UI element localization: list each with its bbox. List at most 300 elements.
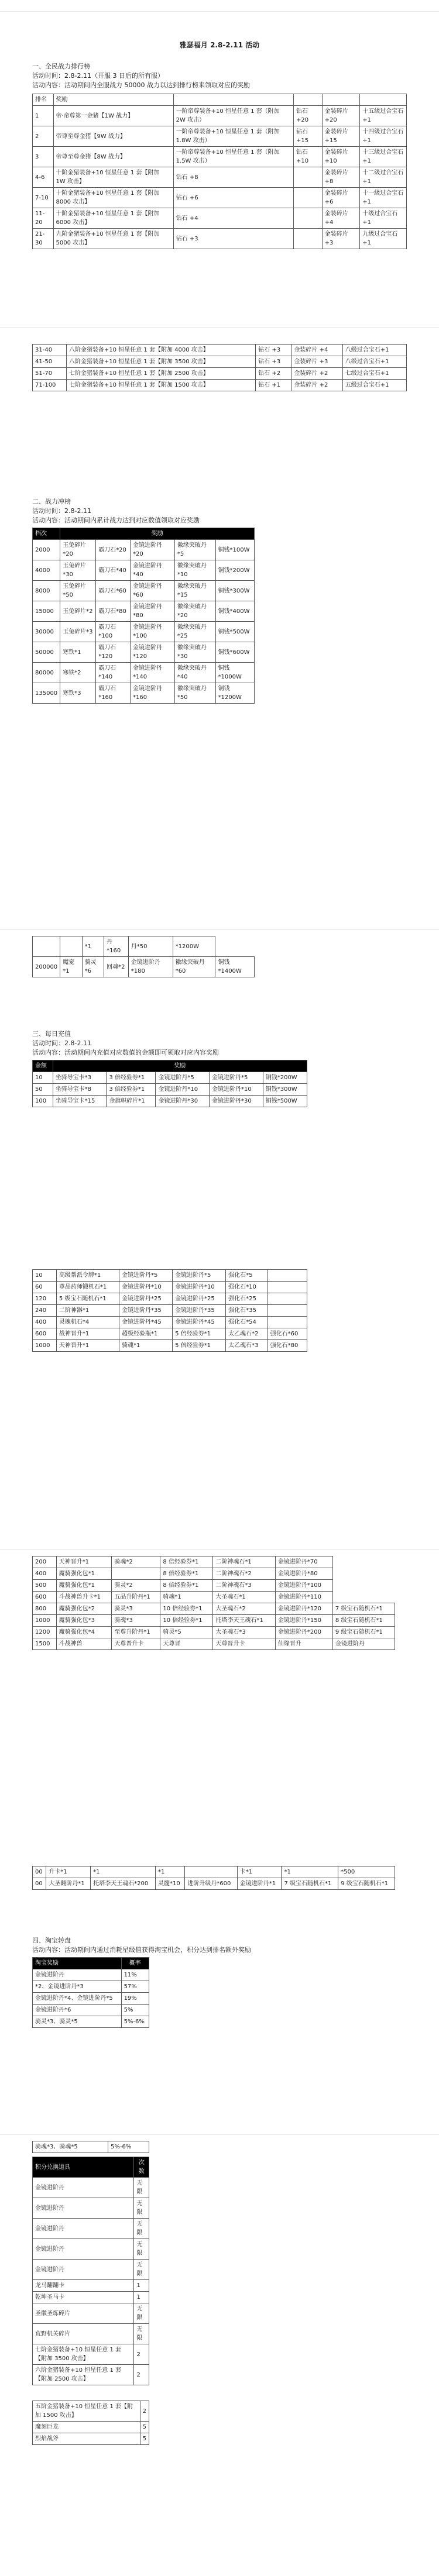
table-row — [33, 1305, 307, 1317]
table-cell: 金镜进阶丹 — [33, 2239, 134, 2260]
table-header-cell: 金额 — [33, 1060, 53, 1072]
table-cell: 龙马翻翻卡 — [33, 2280, 134, 2292]
table-cell: 9 级宝石随机石*1 — [338, 1878, 395, 1890]
table-cell: 六阶金猪装备+10 恒星任意 1 套【附加 2500 攻击】 — [33, 2365, 134, 2385]
table-cell: 徽缘突破丹*25 — [174, 622, 215, 642]
recharge-table-4 — [32, 1866, 395, 1890]
points-exchange-table-cont — [32, 2401, 149, 2445]
table-cell: 徽缘突破丹*50 — [174, 683, 215, 704]
table-row — [33, 106, 407, 126]
table-cell: 1 — [134, 2280, 149, 2292]
table-cell: 超级经验瓶*1 — [119, 1328, 173, 1340]
wheel-reward-table — [32, 1957, 149, 2028]
table-cell: 3 — [33, 147, 54, 167]
table-cell: 强化石*5 — [226, 1270, 268, 1282]
table-cell: 魔骑强化包*4 — [56, 1627, 112, 1638]
table-cell: 金镜进阶丹*10 — [156, 1084, 210, 1096]
table-cell: 金镜进阶丹 — [33, 2198, 134, 2219]
table-row — [33, 1317, 307, 1328]
table-row — [33, 1340, 307, 1352]
table-row — [33, 368, 407, 380]
table-cell: 金镜进阶丹*10 — [173, 1282, 226, 1293]
table-cell: 霸刀石*20 — [96, 540, 131, 560]
table-cell: 十五级过合宝石+1 — [360, 106, 407, 126]
table-cell: 升卡*1 — [46, 1866, 91, 1878]
table-cell: 金镜进阶丹*110 — [275, 1592, 332, 1603]
table-cell — [294, 208, 323, 229]
table-row — [33, 1328, 307, 1340]
table-cell: 00 — [33, 1878, 46, 1890]
table-cell: 5 — [140, 2422, 149, 2433]
table-cell: 600 — [33, 1328, 57, 1340]
table-cell: 金镜进阶丹*5 — [173, 1270, 226, 1282]
table-row — [33, 356, 407, 368]
table-cell: 玉兔碎片*20 — [60, 540, 96, 560]
document-page-5 — [0, 2135, 439, 2576]
table-cell: 金镜进阶丹*45 — [173, 1317, 226, 1328]
table-row — [33, 208, 407, 229]
table-row — [33, 2344, 149, 2365]
table-cell: 金镜进阶丹 — [33, 1969, 122, 1981]
table-cell: 强化石*80 — [267, 1340, 307, 1352]
table-cell: 金装碎片 +4 — [291, 345, 342, 356]
table-row — [33, 540, 255, 560]
table-cell: *1 — [282, 1866, 338, 1878]
table-cell: 十阶金猪装备+10 恒星任意 1 套【附加 1W 攻击】 — [53, 167, 173, 188]
table-cell: 一阶帝尊装备+10 恒星任意 1 套（附加 1.5W 攻击） — [173, 147, 293, 167]
table-cell: 五阶金猪装备+10 恒星任意 1 套【附加 1500 攻击】 — [33, 2401, 140, 2422]
table-cell: 金镜进阶丹*35 — [173, 1305, 226, 1317]
table-cell: 80000 — [33, 663, 60, 683]
table-cell: 5%-6% — [108, 2141, 149, 2153]
table-cell: 金镜进阶丹*100 — [130, 622, 174, 642]
table-cell: 金镜进阶丹*5 — [210, 1072, 263, 1084]
table-cell: 135000 — [33, 683, 60, 704]
table-row — [33, 126, 407, 147]
table-cell: 5 倍经验券*1 — [173, 1340, 226, 1352]
table-cell: 徽缘突破丹*10 — [174, 560, 215, 581]
table-cell: 大圣魂石*3 — [213, 1627, 276, 1638]
table-cell: 30000 — [33, 622, 60, 642]
table-cell: 400 — [33, 1317, 57, 1328]
table-cell: 金镜进阶丹*5 — [119, 1270, 173, 1282]
table-header-cell — [294, 94, 323, 106]
table-header-cell: 奖励 — [60, 528, 255, 540]
table-cell: 10 倍经验券*1 — [160, 1603, 213, 1615]
document-page-2 — [0, 328, 439, 930]
table-cell: 金装碎片 +3 — [322, 229, 360, 249]
table-cell: 2 — [140, 2401, 149, 2422]
table-cell: 50000 — [33, 642, 60, 663]
table-cell: 钻石 +3 — [256, 356, 291, 368]
table-cell: 7 级宝石随机石*1 — [332, 1603, 395, 1615]
table-cell: 金镜进阶丹*70 — [275, 1556, 332, 1568]
section-power-rush — [32, 497, 407, 704]
table-header-cell: 排名 — [33, 94, 54, 106]
section-title: 一、全民战力排行榜 — [32, 63, 90, 70]
table-cell: 无限 — [134, 2198, 149, 2219]
table-cell: 120 — [33, 1293, 57, 1305]
table-row — [33, 2280, 149, 2292]
table-cell: 尊品药师锻机石*1 — [56, 1282, 119, 1293]
table-cell: 斗战神兽 — [56, 1638, 112, 1650]
table-cell: 200000 — [33, 957, 60, 977]
table-row — [33, 1096, 307, 1107]
table-cell: 金镜进阶丹*5 — [156, 1072, 210, 1084]
table-cell: 金镜进阶丹*4、金镜进阶丹*5 — [33, 1993, 122, 2005]
table-cell: 1000 — [33, 1615, 57, 1627]
table-cell: 金装碎片 +3 — [291, 356, 342, 368]
table-cell: 五品升阶丹*1 — [112, 1592, 160, 1603]
table-cell: 天尊晋 — [160, 1638, 213, 1650]
table-cell: 5 — [140, 2433, 149, 2445]
table-cell: 铜钱*300W — [215, 581, 255, 601]
table-cell: 霸刀石*100 — [96, 622, 131, 642]
table-cell: 00 — [33, 1866, 46, 1878]
table-cell: 金镜进阶丹*80 — [130, 601, 174, 622]
table-cell: 帝·帝尊第一金猪【1W 战力】 — [53, 106, 173, 126]
table-cell: 骑灵*2 — [112, 1580, 160, 1592]
table-cell: 金镜进阶丹 — [33, 2260, 134, 2280]
table-cell: 徽缘突破丹*15 — [174, 581, 215, 601]
table-cell: *1 — [82, 936, 104, 957]
table-cell: 铜钱*200W — [215, 560, 255, 581]
table-cell: 坐骑导宝卡*8 — [53, 1084, 107, 1096]
table-cell: 仙缘晋升 — [275, 1638, 332, 1650]
table-cell: 7-10 — [33, 188, 54, 208]
table-cell: 金镜进阶丹*30 — [210, 1096, 263, 1107]
table-cell: 铜钱*600W — [215, 642, 255, 663]
table-cell: 太乙魂石*2 — [226, 1328, 268, 1340]
table-cell — [267, 1282, 307, 1293]
table-cell: 太乙魂石*3 — [226, 1340, 268, 1352]
daily-recharge-table — [32, 1060, 307, 1107]
table-cell: 托塔李天王魂石*200 — [91, 1878, 156, 1890]
table-cell: 寒铁*3 — [60, 683, 96, 704]
table-cell — [267, 1317, 307, 1328]
table-cell: 荒野机关碎片 — [33, 2324, 134, 2344]
table-cell: 1000 — [33, 1340, 57, 1352]
table-cell: 11-20 — [33, 208, 54, 229]
table-cell: 七级过合宝石+1 — [342, 368, 406, 380]
table-cell: 铜钱*100W — [215, 540, 255, 560]
document-page-3 — [0, 930, 439, 1550]
table-cell: 400 — [33, 1568, 57, 1580]
table-cell: 骑魂*1 — [160, 1592, 213, 1603]
table-cell: 60 — [33, 1282, 57, 1293]
table-cell: 强化石*10 — [226, 1282, 268, 1293]
wheel-reward-table-cont — [32, 2141, 149, 2153]
table-cell: 600 — [33, 1592, 57, 1603]
table-row — [33, 683, 255, 704]
table-cell: 大圣魂石*1 — [213, 1592, 276, 1603]
table-cell: 天神晋升*1 — [56, 1340, 119, 1352]
table-cell: 8 倍经验券*1 — [160, 1556, 213, 1568]
table-header-row — [33, 1958, 149, 1969]
ranking-table — [32, 94, 407, 249]
recharge-table-2 — [32, 1269, 307, 1352]
table-cell — [294, 188, 323, 208]
table-cell: 徽缘突破丹*30 — [174, 642, 215, 663]
table-row — [33, 1084, 307, 1096]
section-title: 三、每日充值 — [32, 1030, 71, 1038]
table-cell: 魔骑强化包*1 — [56, 1580, 112, 1592]
table-cell: 9 级宝石随机石*1 — [332, 1627, 395, 1638]
doc-title: 雅瑟福月 2.8-2.11 活动 — [179, 41, 260, 49]
table-cell: 金装碎片 +4 — [322, 208, 360, 229]
table-row — [33, 1638, 395, 1650]
table-header-cell — [173, 94, 293, 106]
table-cell: 铜钱*500W — [215, 622, 255, 642]
table-cell: 8 倍经验券*1 — [160, 1568, 213, 1580]
table-cell: 天尊晋升卡 — [213, 1638, 276, 1650]
table-cell: 灵魄机石*4 — [56, 1317, 119, 1328]
table-cell — [60, 936, 82, 957]
table-cell: 丹*50 — [128, 936, 173, 957]
table-cell — [185, 1866, 237, 1878]
table-cell: 11% — [121, 1969, 149, 1981]
table-cell: 天神晋升*1 — [56, 1556, 112, 1568]
table-row — [33, 1072, 307, 1084]
table-cell: 五级过合宝石+1 — [342, 380, 406, 391]
table-cell: 31-40 — [33, 345, 67, 356]
table-row — [33, 642, 255, 663]
table-cell: 无限 — [134, 2324, 149, 2344]
table-row — [33, 2198, 149, 2219]
table-row — [33, 2303, 149, 2324]
table-cell: 19% — [121, 1993, 149, 2005]
table-cell: 寒铁*1 — [60, 642, 96, 663]
table-cell: 徽缘突破丹*20 — [174, 601, 215, 622]
table-cell: 10 — [33, 1270, 57, 1282]
table-cell: 十阶金猪装备+10 恒星任意 1 套【附加 6000 攻击】 — [53, 208, 173, 229]
table-cell: 骑灵*3、骑灵*5 — [33, 2016, 122, 2028]
table-cell: 1 — [134, 2292, 149, 2303]
table-cell — [112, 1568, 160, 1580]
table-row — [33, 622, 255, 642]
table-cell: 4-6 — [33, 167, 54, 188]
table-cell: 战神晋升*1 — [56, 1328, 119, 1340]
table-cell: 铜钱*300W — [263, 1084, 307, 1096]
table-cell: 钻石 +6 — [173, 188, 293, 208]
table-row — [33, 560, 255, 581]
section-time: 活动时间：2.8-2.11（开服 3 日后的所有服） — [32, 72, 164, 80]
recharge-table-3 — [32, 1556, 395, 1650]
table-cell: 骑魂*3、骑魂*5 — [33, 2141, 108, 2153]
table-cell: 200 — [33, 1556, 57, 1568]
table-cell: 无限 — [134, 2178, 149, 2198]
table-cell: 玉兔碎片*3 — [60, 622, 96, 642]
table-cell: 金镜进阶丹*180 — [128, 957, 173, 977]
table-cell: 托塔李天王魂石*1 — [213, 1615, 276, 1627]
table-cell: 大圣翻阶丹*1 — [46, 1878, 91, 1890]
table-cell: 八阶金猪装备+10 恒星任意 1 套【附加 4000 攻击】 — [66, 345, 255, 356]
table-cell: 进阶升级丹*600 — [185, 1878, 237, 1890]
table-cell: 金镜进阶丹*10 — [119, 1282, 173, 1293]
table-cell: 坐骑导宝卡*15 — [53, 1096, 107, 1107]
table-cell: 2000 — [33, 540, 60, 560]
table-header-cell: 档次 — [33, 528, 60, 540]
table-cell: 霸刀石*40 — [96, 560, 131, 581]
table-cell: 1500 — [33, 1638, 57, 1650]
document-page-1 — [0, 12, 439, 363]
table-cell: *1 — [91, 1866, 156, 1878]
table-cell: 金装碎片 +20 — [322, 106, 360, 126]
table-header-cell: 概率 — [121, 1958, 149, 1969]
document-page-4 — [0, 1550, 439, 2135]
table-cell — [267, 1293, 307, 1305]
table-cell: 二阶神魂石*2 — [213, 1568, 276, 1580]
table-cell — [294, 229, 323, 249]
table-cell: 九级过合宝石+1 — [360, 229, 407, 249]
table-cell: 钻石 +8 — [173, 167, 293, 188]
table-row — [33, 2292, 149, 2303]
table-header-row — [33, 1060, 307, 1072]
table-row — [33, 1866, 395, 1878]
table-cell: 铜钱*1400W — [215, 957, 255, 977]
table-cell: 钻石 +15 — [294, 126, 323, 147]
table-cell: *500 — [338, 1866, 395, 1878]
table-cell: 500 — [33, 1580, 57, 1592]
table-cell: 骑魂*2 — [112, 1556, 160, 1568]
table-row — [33, 2365, 149, 2385]
table-cell: 金镜进阶丹*35 — [119, 1305, 173, 1317]
table-row — [33, 2260, 149, 2280]
table-cell: 骑魂*3 — [112, 1615, 160, 1627]
section-desc: 活动内容：活动期间内全服战力 50000 战力以达到排行榜来领取对应的奖励 — [32, 81, 250, 89]
table-row — [33, 1580, 395, 1592]
table-cell: 240 — [33, 1305, 57, 1317]
table-header-cell — [360, 94, 407, 106]
table-cell: 2 — [134, 2344, 149, 2365]
table-row — [33, 380, 407, 391]
table-cell: 铜钱*1200W — [215, 683, 255, 704]
table-cell: 15000 — [33, 601, 60, 622]
table-cell: 金镜进阶丹*80 — [275, 1568, 332, 1580]
table-row — [33, 1993, 149, 2005]
table-cell: 50 — [33, 1084, 53, 1096]
table-cell: 十四级过合宝石+1 — [360, 126, 407, 147]
table-cell: 3 倍经验券*1 — [107, 1084, 156, 1096]
table-row — [33, 1556, 395, 1568]
table-row — [33, 1603, 395, 1615]
table-cell: 八级过合宝石+1 — [342, 356, 406, 368]
table-cell: 徽缘突破丹*5 — [174, 540, 215, 560]
table-cell: 金镜进阶丹*140 — [130, 663, 174, 683]
table-row — [33, 1293, 307, 1305]
table-cell: 金镜进阶丹*6 — [33, 2005, 122, 2016]
table-cell: 钻石 +1 — [256, 380, 291, 391]
table-row — [33, 2324, 149, 2344]
table-cell: 钻石 +3 — [256, 345, 291, 356]
table-cell: 无限 — [134, 2260, 149, 2280]
table-cell: 玉兔碎片*30 — [60, 560, 96, 581]
table-cell: 21-30 — [33, 229, 54, 249]
table-cell: 3 倍经验券*1 — [107, 1072, 156, 1084]
table-cell: 金装碎片 +2 — [291, 380, 342, 391]
table-cell: 霸刀石*60 — [96, 581, 131, 601]
table-header-cell: 淘宝奖励 — [33, 1958, 122, 1969]
table-cell: 乾坤圣马卡 — [33, 2292, 134, 2303]
table-cell: 金装碎片 +8 — [322, 167, 360, 188]
table-cell: 霸刀石*80 — [96, 601, 131, 622]
table-header-cell: 次数 — [134, 2157, 149, 2178]
table-cell: 5 倍经验券*1 — [173, 1328, 226, 1340]
table-cell: 魔宠*1 — [60, 957, 82, 977]
table-cell: 骑魂*1 — [119, 1340, 173, 1352]
table-header-cell: 积分兑换道具 — [33, 2157, 134, 2178]
table-cell: 骑灵*5 — [160, 1627, 213, 1638]
table-cell: 金镜进阶丹*40 — [130, 560, 174, 581]
table-row — [33, 581, 255, 601]
table-cell: 钻石 +20 — [294, 106, 323, 126]
table-cell: 5 级宝石随机石*1 — [56, 1293, 119, 1305]
table-cell: 七阶金猪装备+10 恒星任意 1 套【附加 1500 攻击】 — [66, 380, 255, 391]
table-cell: 10 — [33, 1072, 53, 1084]
table-cell: 金旗帜碎片*1 — [107, 1096, 156, 1107]
table-cell: 金镜进阶丹*20 — [130, 540, 174, 560]
table-cell: 霸刀石*140 — [96, 663, 131, 683]
table-cell: 100 — [33, 1096, 53, 1107]
section-daily-recharge — [32, 1029, 407, 1107]
table-cell: 骑灵*3 — [112, 1603, 160, 1615]
table-cell: 强化石*60 — [267, 1328, 307, 1340]
table-cell: 金装碎片 +10 — [322, 147, 360, 167]
table-cell: 烈焰战斧 — [33, 2433, 140, 2445]
table-cell: 高级帮派令牌*1 — [56, 1270, 119, 1282]
power-rush-table-cont — [32, 936, 255, 977]
table-row — [33, 936, 255, 957]
table-cell: 铜钱*400W — [215, 601, 255, 622]
section-power-ranking — [32, 62, 407, 249]
table-header-cell: 奖励 — [53, 94, 173, 106]
table-cell: 天尊晋升卡 — [112, 1638, 160, 1650]
table-cell: 金镜进阶丹 — [332, 1638, 395, 1650]
table-row — [33, 2401, 149, 2422]
table-cell: 铜钱*500W — [263, 1096, 307, 1107]
table-cell: 金镜进阶丹*1 — [237, 1878, 282, 1890]
table-cell: 41-50 — [33, 356, 67, 368]
table-row — [33, 601, 255, 622]
section-lucky-wheel — [32, 1936, 407, 2028]
table-cell: 铜钱*200W — [263, 1072, 307, 1084]
table-header-row — [33, 528, 255, 540]
table-cell: 丹*160 — [104, 936, 129, 957]
table-cell: 十三级过合宝石+1 — [360, 147, 407, 167]
section-desc: 活动内容：活动期间内累计战力达到对应数值领取对应奖励 — [32, 516, 200, 524]
table-cell: 8000 — [33, 581, 60, 601]
table-cell: 坐骑导宝卡*3 — [53, 1072, 107, 1084]
table-cell: 七阶金猪装备+10 恒星任意 1 套【附加 3500 攻击】 — [33, 2344, 134, 2365]
table-cell: 七阶金猪装备+10 恒星任意 1 套【附加 2500 攻击】 — [66, 368, 255, 380]
table-cell: 十二级过合宝石+1 — [360, 167, 407, 188]
table-cell: 帝尊至尊金猪【9W 战力】 — [53, 126, 173, 147]
table-cell — [267, 1270, 307, 1282]
table-cell: 斗战神兽升卡*1 — [56, 1592, 112, 1603]
table-cell: 二阶神魂石*3 — [213, 1580, 276, 1592]
table-cell: *1 — [156, 1866, 185, 1878]
table-cell: 8 级宝石随机石*1 — [332, 1615, 395, 1627]
table-row — [33, 2178, 149, 2198]
table-row — [33, 1981, 149, 1993]
table-cell: 九阶金猪装备+10 恒星任意 1 套【附加 5000 攻击】 — [53, 229, 173, 249]
table-cell: 无限 — [134, 2239, 149, 2260]
section-title: 二、战力冲榜 — [32, 498, 71, 505]
table-cell: 800 — [33, 1603, 57, 1615]
table-row — [33, 2005, 149, 2016]
table-cell: 帝尊至尊金猪【8W 战力】 — [53, 147, 173, 167]
table-cell: 魔骑强化包*3 — [56, 1615, 112, 1627]
